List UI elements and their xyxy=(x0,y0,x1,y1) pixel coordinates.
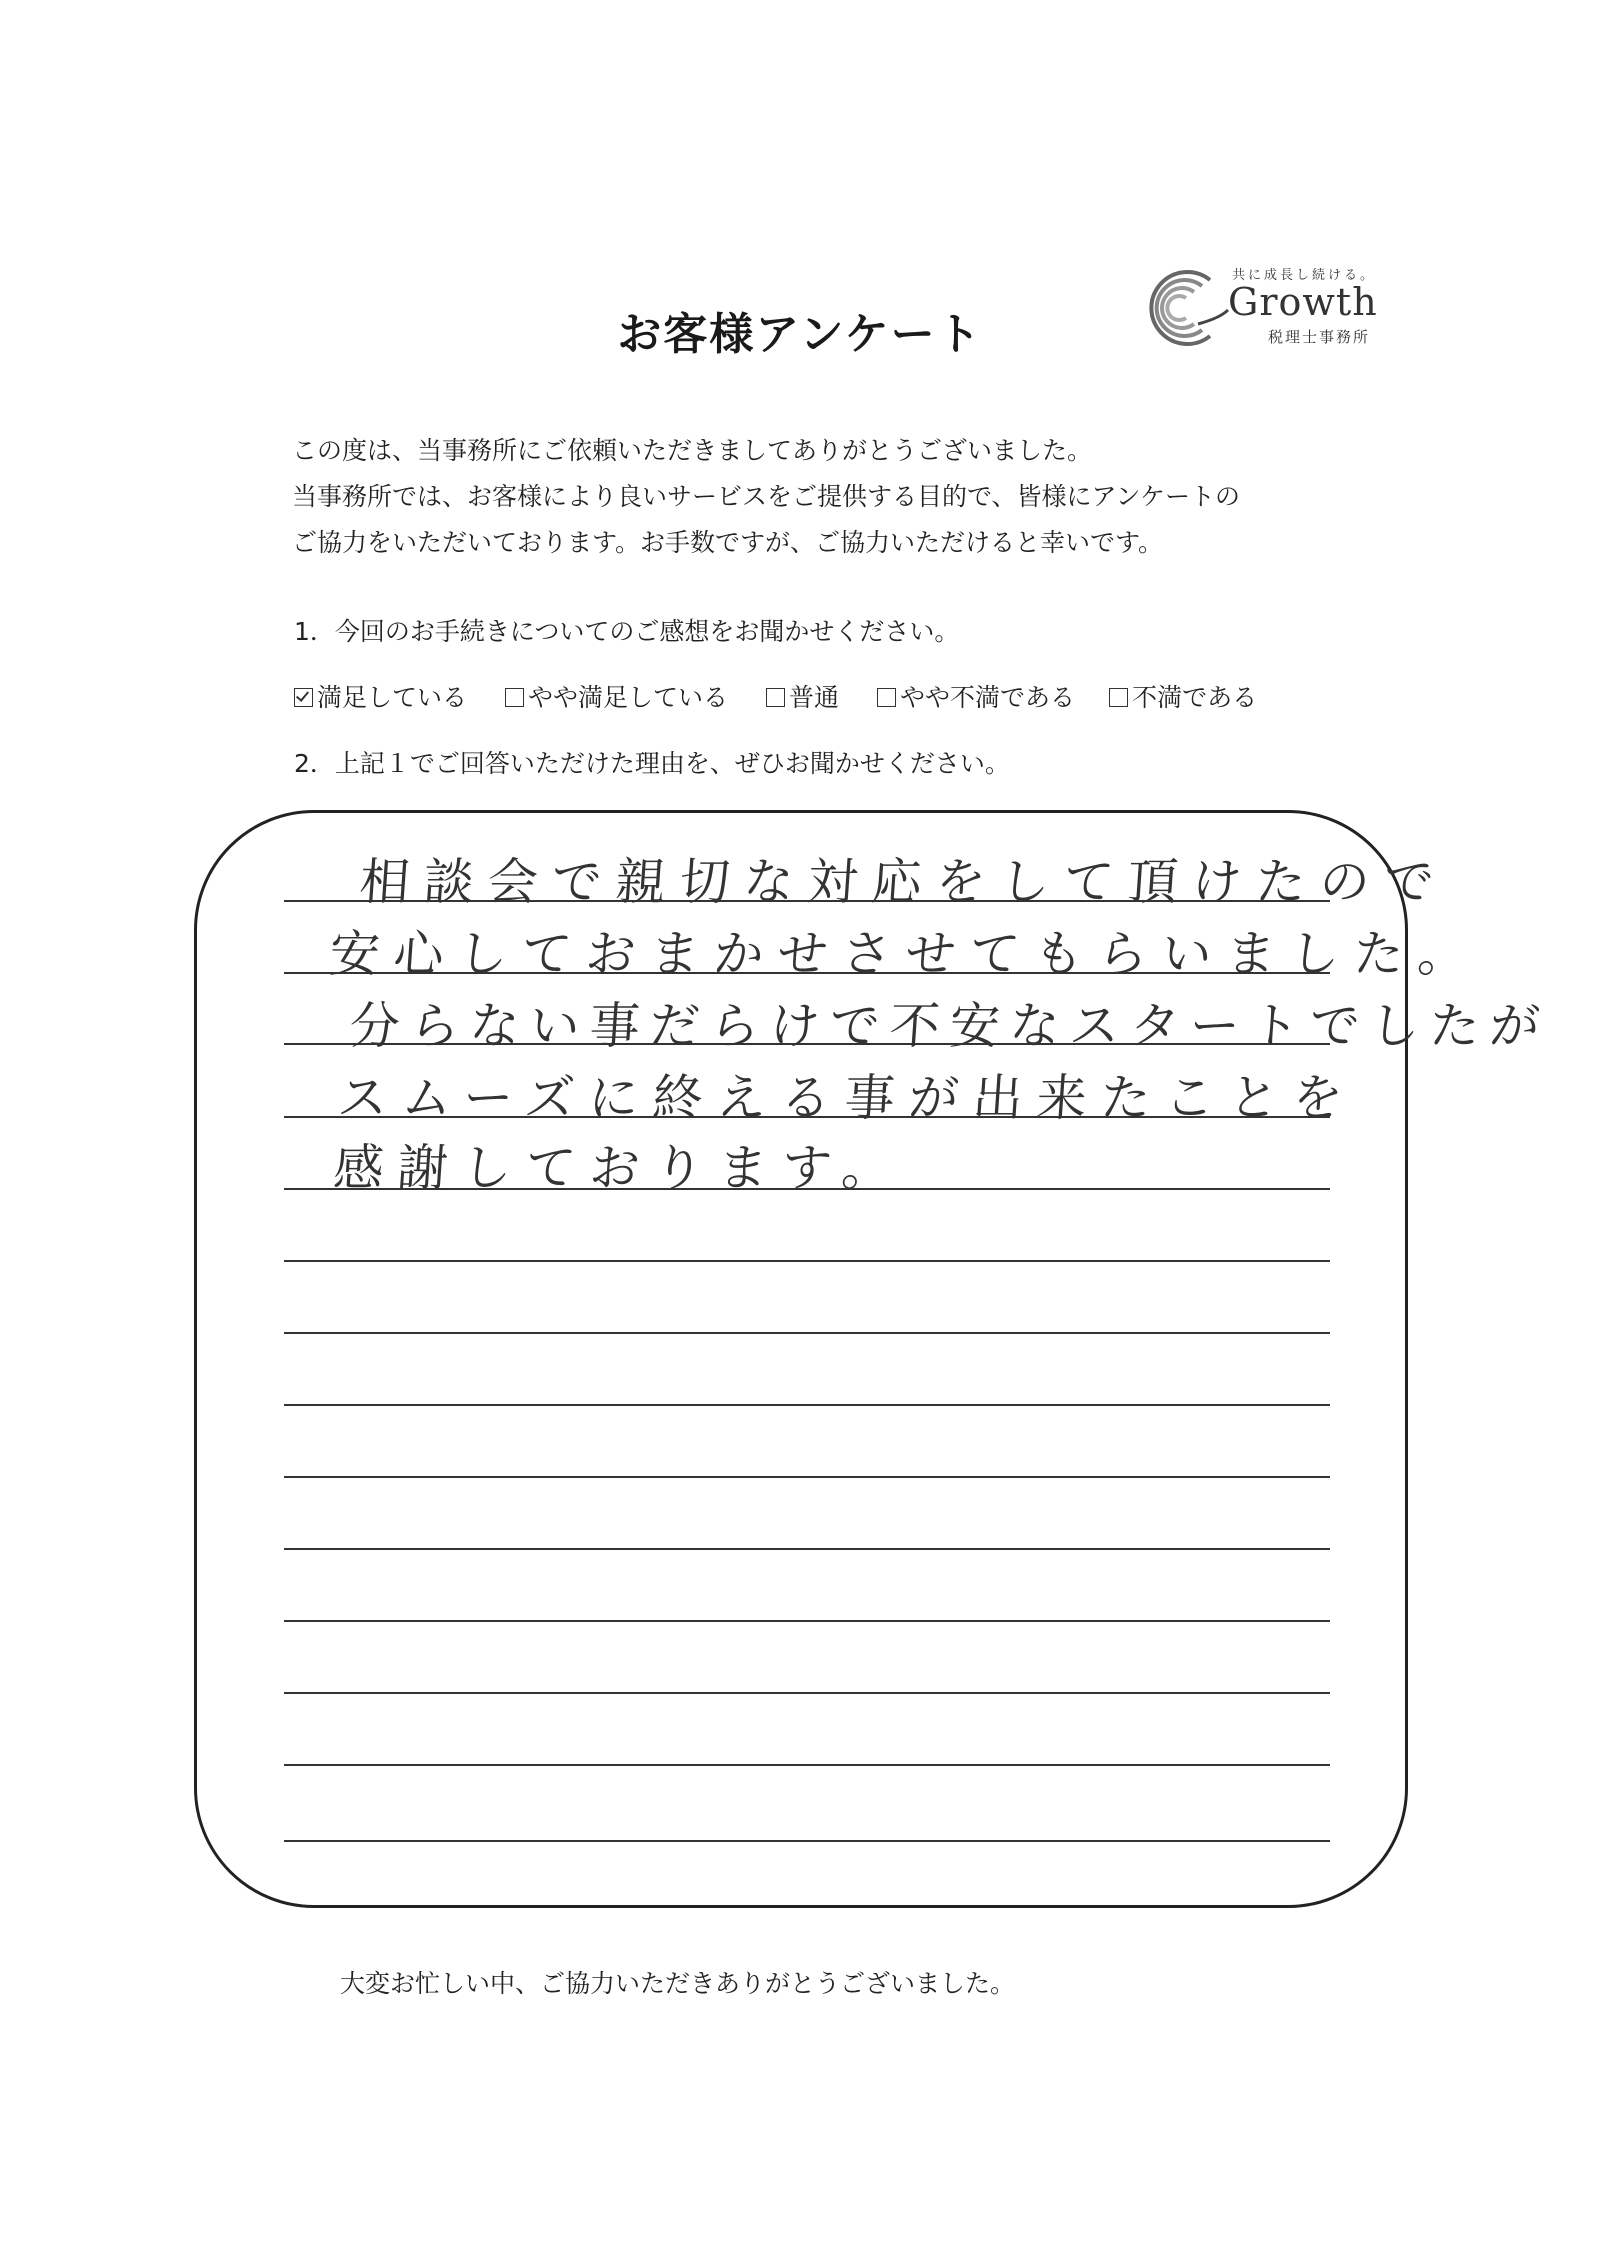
option-label: やや満足している xyxy=(528,683,729,712)
option-label: 満足している xyxy=(317,683,468,712)
satisfaction-options xyxy=(294,678,1257,714)
handwritten-answer-line: 分らない事だらけで不安なスタートでしたが xyxy=(347,997,1552,1055)
handwritten-answer-line: 感謝しております。 xyxy=(331,1139,908,1197)
checkbox-icon[interactable] xyxy=(1109,688,1128,707)
checkbox-checked-icon[interactable] xyxy=(294,688,313,707)
company-logo xyxy=(1140,258,1390,348)
checkbox-icon[interactable] xyxy=(766,688,785,707)
ruled-line xyxy=(284,1404,1330,1406)
intro-line: この度は、当事務所にご依頼いただきましてありがとうございました。 xyxy=(292,436,1093,465)
ruled-line xyxy=(284,1476,1330,1478)
option-neutral[interactable] xyxy=(766,678,839,714)
checkbox-icon[interactable] xyxy=(877,688,896,707)
ruled-line xyxy=(284,1332,1330,1334)
ruled-line xyxy=(284,1764,1330,1766)
option-dissatisfied[interactable] xyxy=(1109,678,1257,714)
page-title: お客様アンケート xyxy=(617,309,983,360)
option-somewhat-dissatisfied[interactable] xyxy=(877,678,1075,714)
ruled-line xyxy=(284,1548,1330,1550)
handwritten-answer-line: スムーズに終える事が出来たことを xyxy=(335,1069,1359,1127)
logo-tagline: 共に成長し続ける。 xyxy=(1232,268,1377,283)
footer-thanks: 大変お忙しい中、ご協力いただきありがとうございました。 xyxy=(340,1969,1016,1998)
intro-text xyxy=(292,428,1240,566)
intro-line: ご協力をいただいております。お手数ですが、ご協力いただけると幸いです。 xyxy=(292,528,1164,557)
question-1: 1．今回のお手続きについてのご感想をお聞かせください。 xyxy=(294,617,960,646)
intro-line: 当事務所では、お客様により良いサービスをご提供する目的で、皆様にアンケートの xyxy=(292,482,1241,511)
ruled-line xyxy=(284,1692,1330,1694)
ruled-line xyxy=(284,1260,1330,1262)
logo-name: Growth xyxy=(1228,280,1378,324)
option-label: やや不満である xyxy=(900,683,1076,712)
option-label: 不満である xyxy=(1132,683,1258,712)
growth-swirl-icon xyxy=(1140,268,1230,348)
option-label: 普通 xyxy=(789,683,840,712)
checkbox-icon[interactable] xyxy=(505,688,524,707)
ruled-line xyxy=(284,1840,1330,1842)
handwritten-answer-line: 安心しておまかせさせてもらいました。 xyxy=(327,925,1484,983)
option-somewhat-satisfied[interactable] xyxy=(505,678,728,714)
logo-subtitle: 税理士事務所 xyxy=(1268,328,1371,346)
ruled-line xyxy=(284,1620,1330,1622)
handwritten-answer-line: 相談会で親切な対応をして頂けたので xyxy=(357,853,1450,911)
option-satisfied[interactable] xyxy=(294,678,467,714)
question-2: 2．上記１でご回答いただけた理由を、ぜひお聞かせください。 xyxy=(294,749,1010,778)
